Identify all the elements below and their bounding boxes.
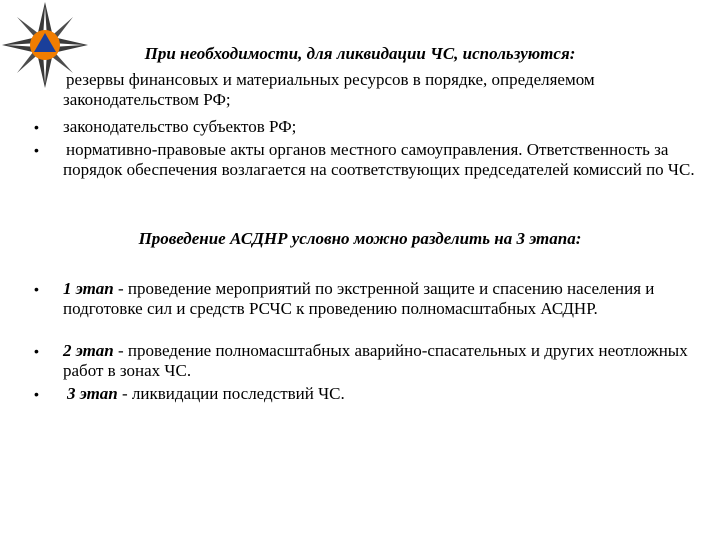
list-item-text: резервы финансовых и материальных ресурсов в порядке, определяемом законодательством РФ; [63, 70, 595, 109]
stage-label: 1 этап [63, 279, 114, 298]
stage-label: 3 этап [67, 384, 118, 403]
section-heading-resources: При необходимости, для ликвидации ЧС, используются: [144, 44, 576, 63]
stage-item [63, 341, 703, 381]
list-item-text: законодательство субъектов РФ; [63, 117, 297, 136]
stage-item [63, 279, 703, 319]
bullet-icon: • [34, 281, 39, 297]
stage-item [63, 384, 703, 404]
list-item [63, 70, 703, 110]
bullet-icon: • [34, 142, 39, 158]
list-item [63, 140, 703, 180]
stage-text: - ликвидации последствий ЧС. [117, 384, 345, 403]
list-item [63, 117, 703, 137]
bullet-icon: • [34, 386, 39, 402]
list-item-text: нормативно-правовые акты органов местного самоуправления. Ответственность за порядок обеспечения возлагается на соответствующих председателей комиссий по ЧС. [63, 140, 695, 179]
stage-text: - проведение мероприятий по экстренной защите и спасению населения и подготовке сил и средств РСЧС к проведению полномасштабных АСДНР. [63, 279, 655, 318]
stage-text: - проведение полномасштабных аварийно-спасательных и других неотложных работ в зонах ЧС. [63, 341, 688, 380]
bullet-icon: • [34, 343, 39, 359]
bullet-icon: • [34, 119, 39, 135]
stage-label: 2 этап [63, 341, 114, 360]
section-heading-stages: Проведение АСДНР условно можно разделить на 3 этапа: [138, 229, 582, 248]
